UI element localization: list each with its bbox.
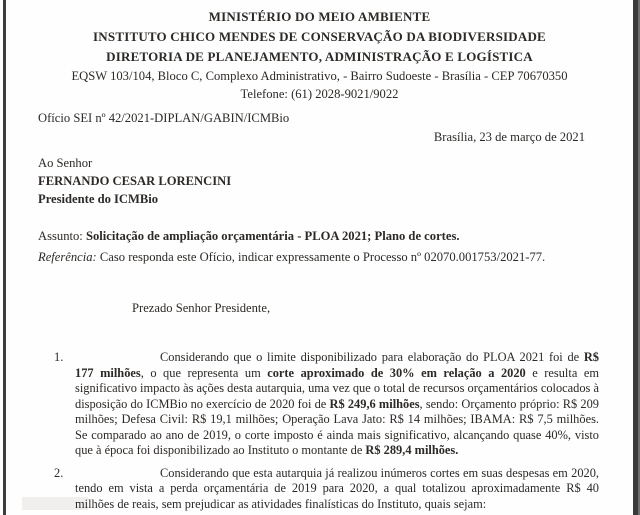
date-line: Brasília, 23 de março de 2021	[433, 130, 585, 144]
greeting: Prezado Senhor Presidente,	[132, 301, 271, 315]
numbered-paragraphs	[6, 350, 633, 512]
letterhead-ministry: MINISTÉRIO DO MEIO AMBIENTE	[208, 9, 431, 24]
letterhead-phone: Telefone: (61) 2028-9021/9022	[240, 87, 399, 101]
recipient-salutation: Ao Senhor	[38, 156, 93, 170]
letterhead-directorate: DIRETORIA DE PLANEJAMENTO, ADMINISTRAÇÃO E LOGÍSTICA	[106, 49, 533, 64]
recipient-title: Presidente do ICMBio	[38, 192, 159, 206]
paragraph-number: 2.	[54, 465, 64, 480]
recipient-block	[38, 154, 633, 208]
paragraph-number: 1.	[54, 350, 64, 364]
subject-reference-block	[38, 226, 593, 267]
letterhead-address: EQSW 103/104, Bloco C, Complexo Administrativo, - Bairro Sudoeste - Brasília - CEP 70670350	[71, 69, 568, 83]
paragraph-item-2	[54, 465, 599, 513]
recipient-name: FERNANDO CESAR LORENCINI	[38, 174, 232, 188]
reference-line: Referência: Caso responda este Ofício, indicar expressamente o Processo nº 02070.001753/2021-77.	[38, 249, 546, 264]
subject-line: Assunto: Solicitação de ampliação orçamentária - PLOA 2021; Plano de cortes.	[38, 229, 460, 243]
oficio-reference-number: Ofício SEI nº 42/2021-DIPLAN/GABIN/ICMBio	[38, 111, 290, 125]
letter-body	[6, 0, 633, 515]
paragraph-text: Considerando que esta autarquia já realizou inúmeros cortes em suas despesas em 2020, tendo em vista a perda orçamentária de 2019 para 2020, a qual totalizou aproximadamente R$ 40 milhões de reais, sem prejudicar as atividades finalísticas do Instituto, quais sejam:	[75, 465, 599, 511]
paragraph-text: Considerando que o limite disponibilizado para elaboração do PLOA 2021 foi de R$ 177 milhões, o que representa um corte aproximado de 30% em relação a 2020 e resulta em significativo impacto às ações desta autarquia, uma vez que o total de recursos orçamentários colocados à disposição do ICMBio no exercício de 2020 foi de R$ 249,6 milhões, sendo: Orçamento próprio: R$ 209 milhões; Defesa Civil: R$ 19,1 milhões; Operação Lava Jato: R$ 14 milhões; IBAMA: R$ 7,5 milhões. Se comparado ao ano de 2019, o corte imposto é ainda mais significativo, alcançando quase 40%, visto que à época foi disponibilizado ao Instituto o montante de R$ 289,4 milhões.	[75, 350, 599, 457]
letterhead-institute: INSTITUTO CHICO MENDES DE CONSERVAÇÃO DA BIODIVERSIDADE	[93, 29, 546, 44]
letterhead	[6, 7, 633, 103]
paragraph-item-1	[54, 350, 599, 459]
